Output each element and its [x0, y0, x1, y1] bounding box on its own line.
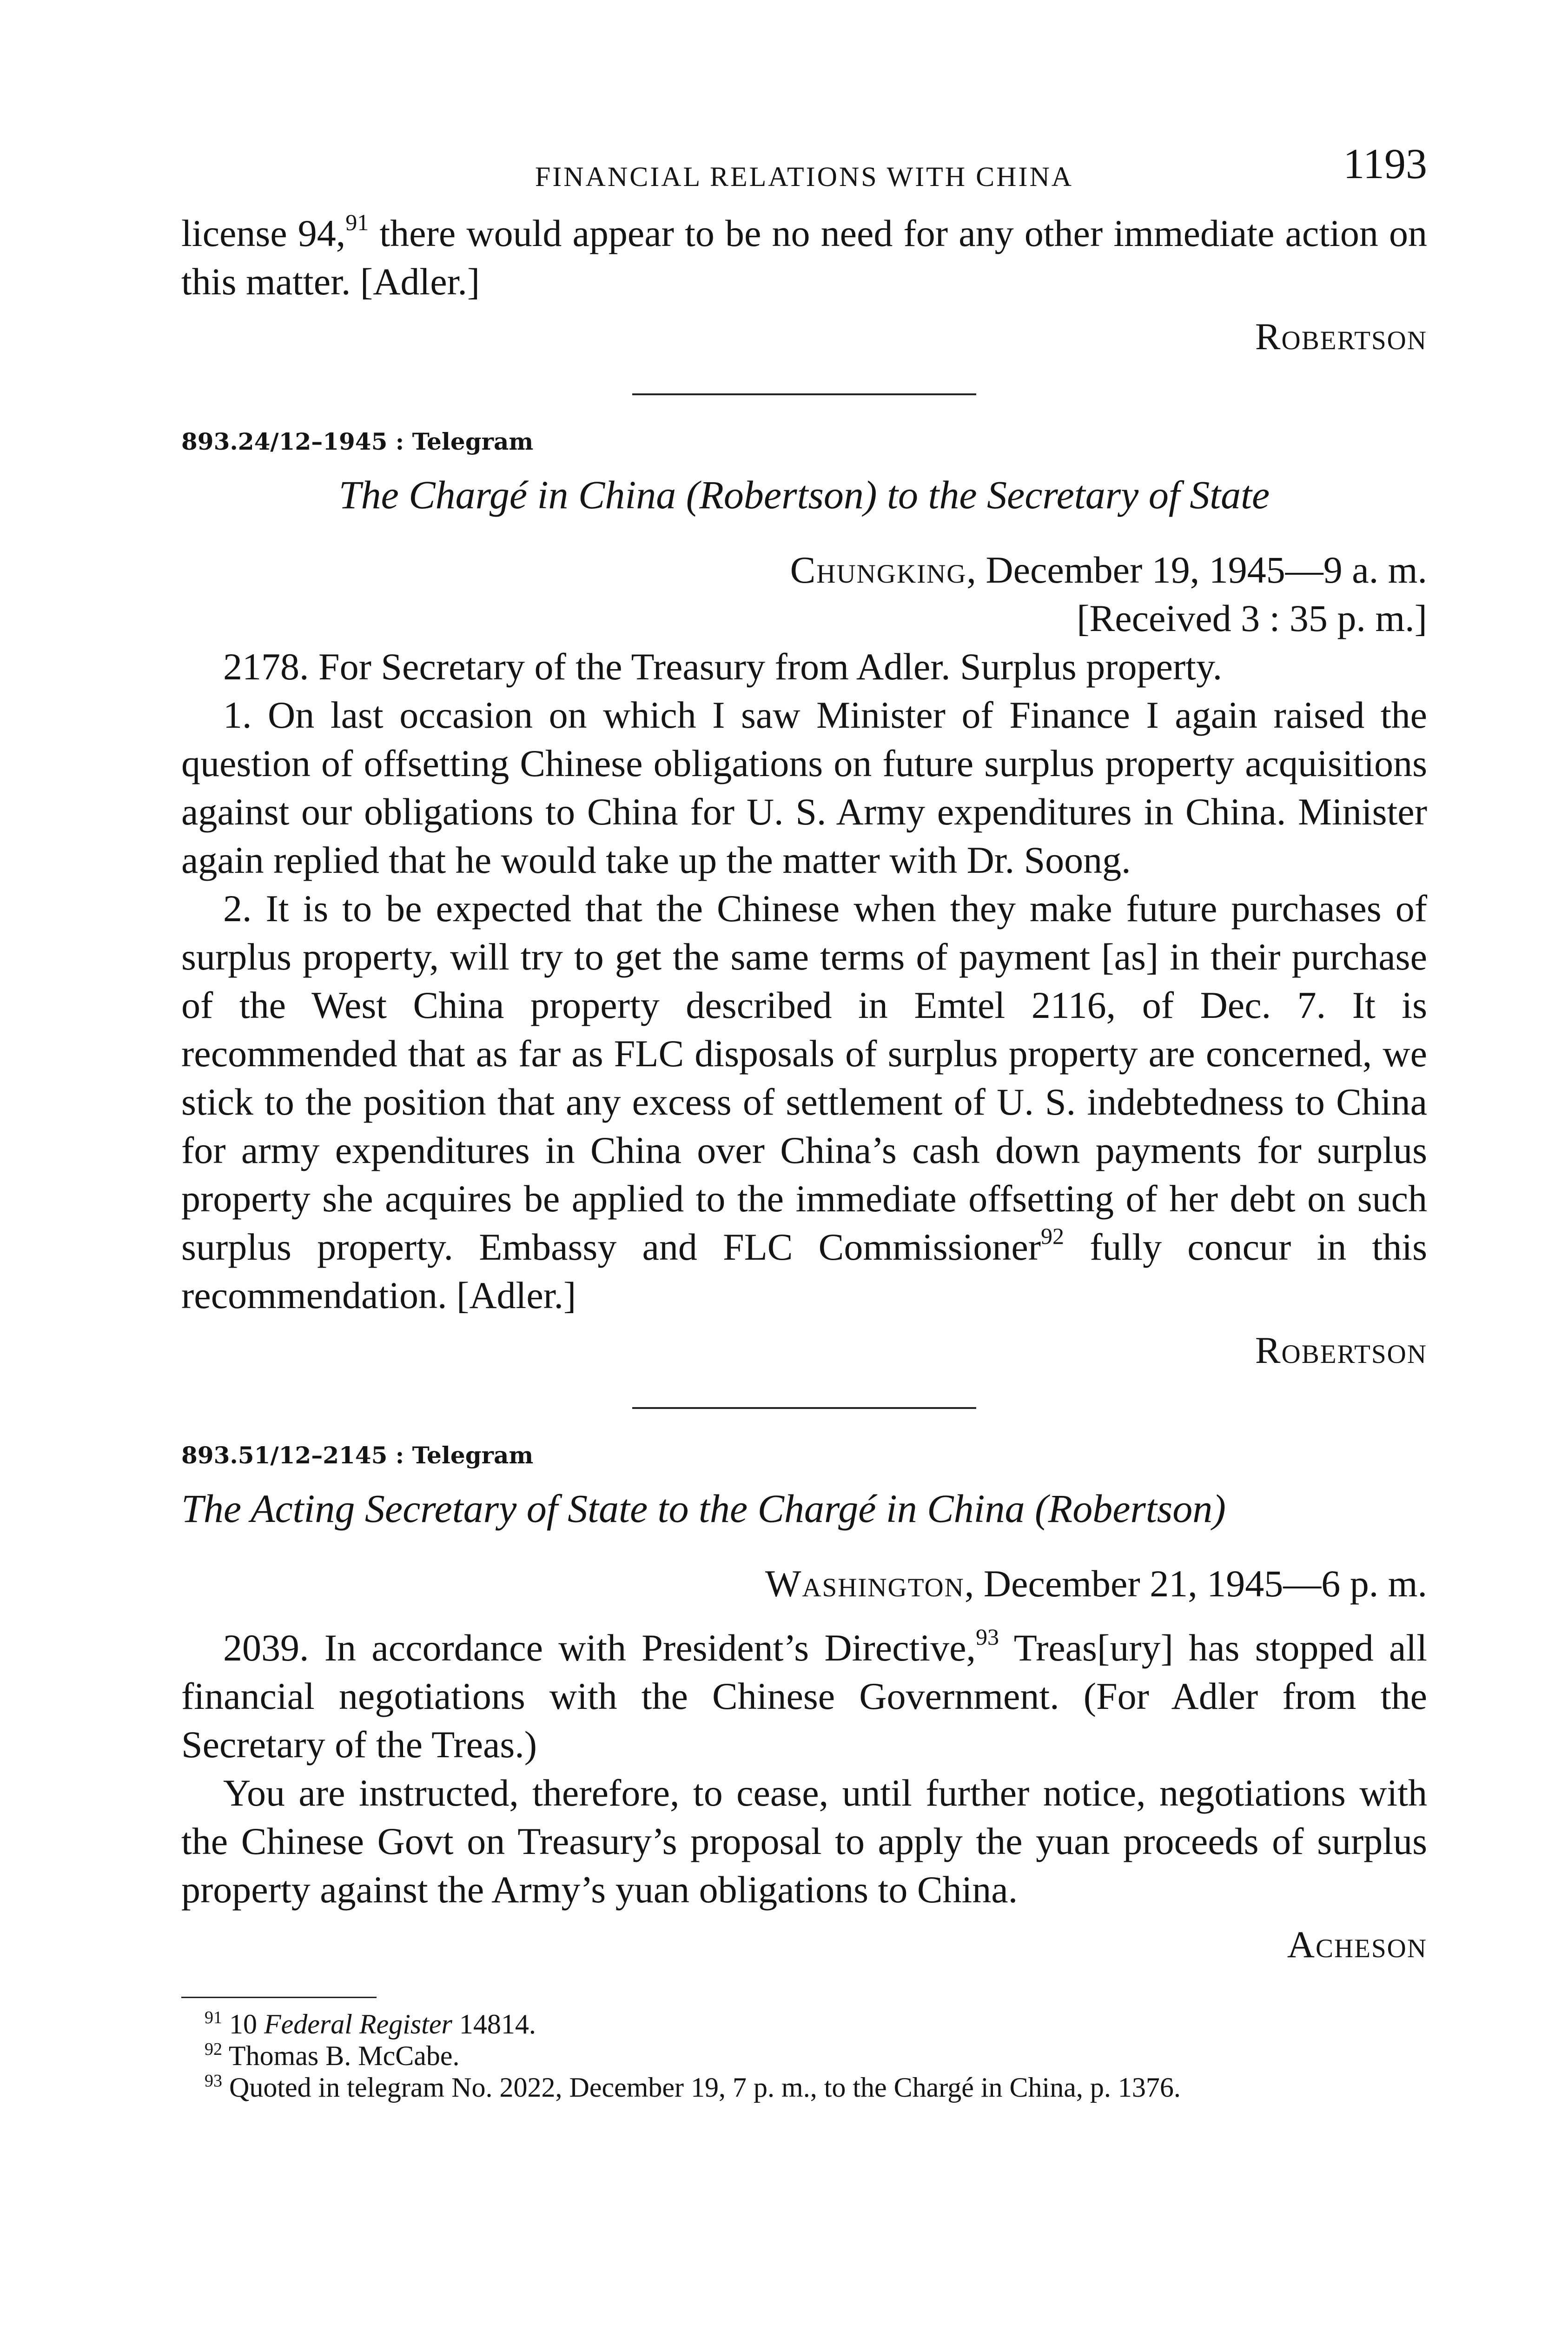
- footnotes: [181, 2008, 1427, 2103]
- footnote-text: 10: [229, 2009, 264, 2039]
- received-line: [Received 3 : 35 p. m.]: [1077, 597, 1427, 639]
- footnote-divider: [181, 1997, 377, 1998]
- footnote-text: 14814.: [452, 2009, 536, 2039]
- dateline-place: Chungking: [790, 549, 967, 591]
- document-page: [181, 140, 1427, 2103]
- footnote: [181, 2040, 1427, 2072]
- paragraph-text: 2039. In accordance with President’s Directive,: [223, 1627, 976, 1669]
- dateline-date: , December 19, 1945—9 a. m.: [966, 549, 1427, 591]
- running-head: FINANCIAL RELATIONS WITH CHINA: [535, 161, 1074, 192]
- dateline-place: Washington: [765, 1562, 965, 1605]
- footnote-ref: 93: [975, 1624, 999, 1650]
- paragraph-text: fully concur in this recommendation. [Adler.]: [181, 1226, 1427, 1316]
- footnote-number: 93: [205, 2071, 222, 2091]
- paragraph: [181, 884, 1427, 1320]
- file-reference: 893.24/12–1945 : Telegram: [181, 428, 534, 455]
- continued-paragraph: [181, 209, 1427, 306]
- dateline: [181, 1560, 1427, 1608]
- page-number: 1193: [1343, 140, 1427, 187]
- footnote-text: Thomas B. McCabe.: [228, 2040, 460, 2071]
- footnote: [181, 2072, 1427, 2103]
- signature-robertson-1: Robertson: [1255, 315, 1427, 358]
- footnote-italic: Federal Register: [264, 2009, 452, 2039]
- paragraph: 2178. For Secretary of the Treasury from Adler. Surplus property.: [223, 645, 1223, 688]
- footnote-text: Quoted in telegram No. 2022, December 19, 7 p. m., to the Chargé in China, p. 1376.: [229, 2072, 1181, 2103]
- section-divider: [632, 1407, 976, 1409]
- paragraph: [181, 1624, 1427, 1769]
- paragraph-text: Treas[ury] has stopped all financial negotiations with the Chinese Government. (For Adler from the Secretary of the Treas.): [181, 1627, 1427, 1766]
- paragraph-text: 2. It is to be expected that the Chinese when they make future purchases of surplus property, will try to get the same terms of payment [as] in their purchase of the West China property described in Emtel 2116, of Dec. 7. It is recommended that as far as FLC disposals of surplus property are concerned, we stick to the position that any excess of settlement of U. S. indebtedness to China for army expenditures in China over China’s cash down payments for surplus property she acquires be applied to the immediate offsetting of her debt on such surplus property. Embassy and FLC Commissioner: [181, 887, 1427, 1268]
- document-title: The Chargé in China (Robertson) to the Secretary of State: [338, 472, 1270, 517]
- document-title: The Acting Secretary of State to the Chargé in China (Robertson): [181, 1486, 1226, 1531]
- continued-text-rest: there would appear to be no need for any other immediate action on this matter. [Adler.]: [181, 212, 1427, 303]
- footnote-ref: 91: [345, 209, 369, 235]
- paragraph: 1. On last occasion on which I saw Minister of Finance I again raised the question of offsetting Chinese obligations on future surplus property acquisitions against our obligations to China for U. S. Army expenditures in China. Minister again replied that he would take up the matter with Dr. Soong.: [181, 694, 1427, 881]
- signature-acheson: Acheson: [1287, 1923, 1427, 1966]
- continued-text: license 94,: [181, 212, 346, 254]
- signature-robertson-2: Robertson: [1255, 1329, 1427, 1371]
- page-header: [181, 140, 1427, 209]
- file-reference: 893.51/12–2145 : Telegram: [181, 1442, 534, 1469]
- dateline: [181, 546, 1427, 594]
- footnote: [181, 2008, 1427, 2040]
- section-divider: [632, 393, 976, 395]
- paragraph: You are instructed, therefore, to cease, until further notice, negotiations with the Chinese Govt on Treasury’s proposal to apply the yuan proceeds of surplus property against the Army’s yuan obligations to China.: [181, 1772, 1427, 1911]
- footnote-ref: 92: [1041, 1223, 1065, 1249]
- footnote-number: 92: [205, 2039, 222, 2059]
- footnote-number: 91: [205, 2008, 222, 2027]
- dateline-date: , December 21, 1945—6 p. m.: [964, 1562, 1427, 1605]
